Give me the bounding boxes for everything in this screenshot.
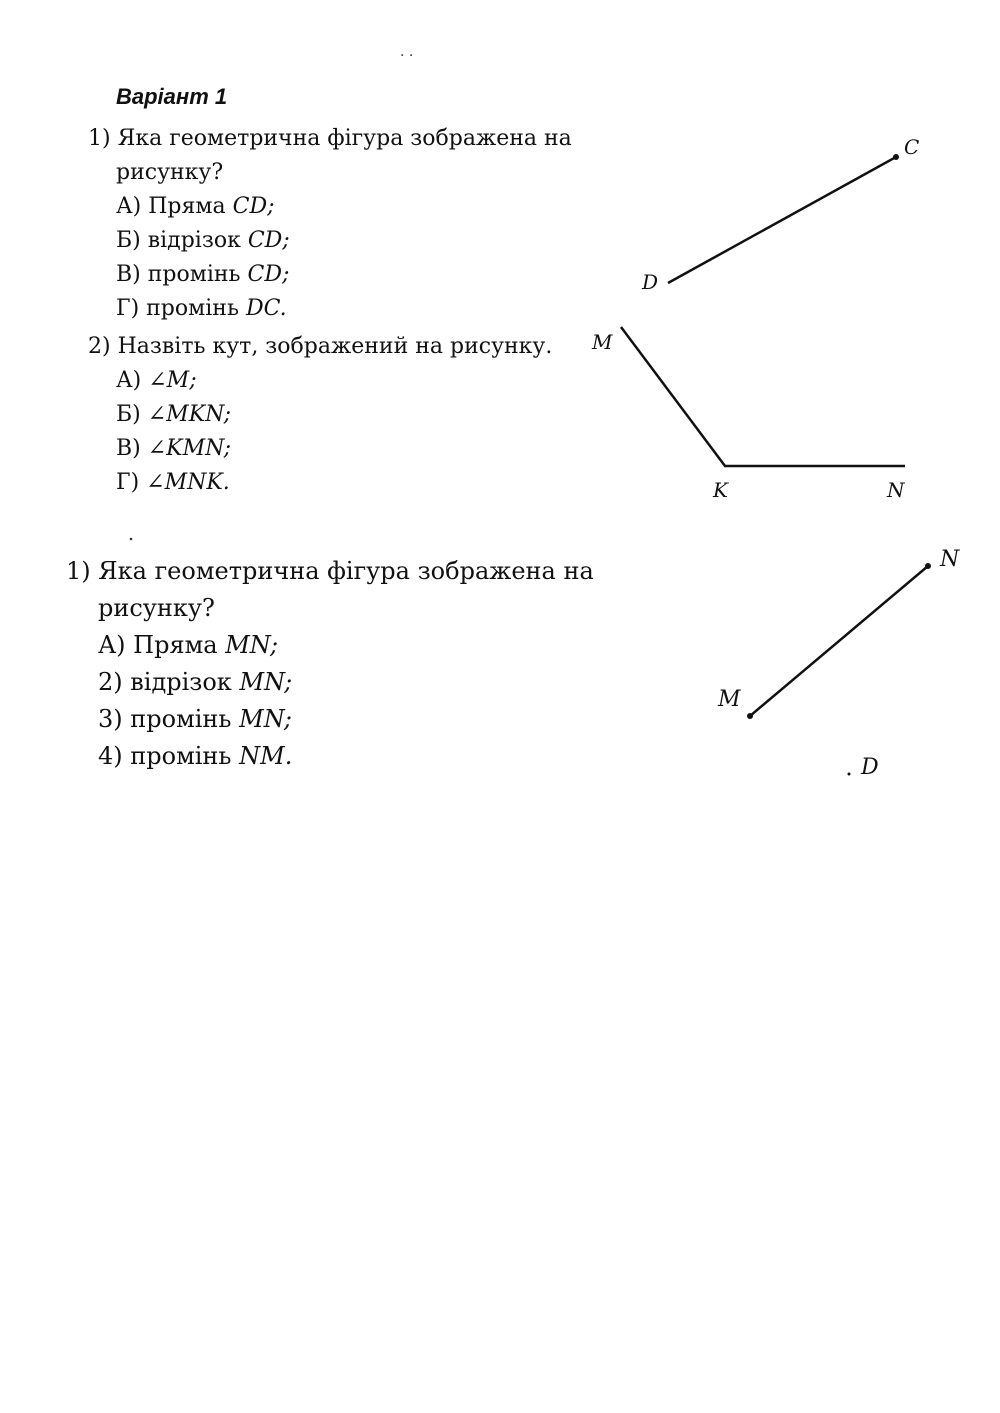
option-value: NM. xyxy=(239,742,293,770)
option-value: CD; xyxy=(247,262,290,287)
option-value: ∠M; xyxy=(148,368,197,393)
segment-line xyxy=(750,566,928,716)
angle-arm-km xyxy=(621,327,725,466)
s2-q1-number: 1) xyxy=(66,557,91,585)
label-n: N xyxy=(940,547,960,572)
option-value: MN; xyxy=(239,668,293,696)
point-m xyxy=(747,713,753,719)
point-c xyxy=(893,154,899,160)
option-value: MN; xyxy=(239,705,292,733)
option-value: MN; xyxy=(225,631,279,659)
figure-segment-mn xyxy=(717,547,960,780)
option-prefix: А) Пряма xyxy=(116,194,226,219)
option-prefix: Б) відрізок xyxy=(116,228,241,253)
point-d xyxy=(848,773,851,776)
option-prefix: Г) промінь xyxy=(116,296,239,321)
label-m: M xyxy=(592,330,613,354)
option-prefix: 3) промінь xyxy=(98,705,232,733)
option-prefix: Г) xyxy=(116,470,140,495)
option-prefix: Б) xyxy=(116,402,141,427)
label-n: N xyxy=(887,478,905,502)
option-prefix: В) xyxy=(116,436,141,461)
label-d: D xyxy=(642,270,659,294)
s1-q2-number: 2) xyxy=(88,334,111,359)
label-k: K xyxy=(713,478,728,502)
option-value: ∠MNK. xyxy=(146,470,230,495)
option-prefix: А) Пряма xyxy=(98,631,218,659)
s1-q1-number: 1) xyxy=(88,126,111,151)
point-n xyxy=(925,563,931,569)
label-c: C xyxy=(904,135,920,159)
label-d: D xyxy=(861,755,879,780)
option-prefix: А) xyxy=(116,368,142,393)
s2-q1-question: Яка геометрична фігура зображена на xyxy=(98,557,594,585)
option-prefix: В) промінь xyxy=(116,262,241,287)
option-value: ∠KMN; xyxy=(147,436,232,461)
s1-q2-question: Назвіть кут, зображений на рисунку. xyxy=(117,334,553,359)
stray-mark: · · xyxy=(400,48,414,64)
figure-segment-dc xyxy=(641,135,919,294)
segment-line xyxy=(668,157,896,283)
figure-angle-mkn xyxy=(591,327,906,502)
stray-dot xyxy=(130,538,133,541)
s2-q1-text-line2: рисунку? xyxy=(98,594,215,622)
option-value: DC. xyxy=(245,296,287,321)
variant-title: Варіант 1 xyxy=(116,84,228,109)
option-value: CD; xyxy=(232,194,275,219)
option-value: ∠MKN; xyxy=(147,402,232,427)
s1-q1-text-line2: рисунку? xyxy=(116,160,224,185)
option-prefix: 2) відрізок xyxy=(98,668,232,696)
s1-q1-question: Яка геометрична фігура зображена на xyxy=(117,126,572,151)
option-prefix: 4) промінь xyxy=(98,742,232,770)
label-m: M xyxy=(718,687,741,712)
option-value: CD; xyxy=(247,228,290,253)
